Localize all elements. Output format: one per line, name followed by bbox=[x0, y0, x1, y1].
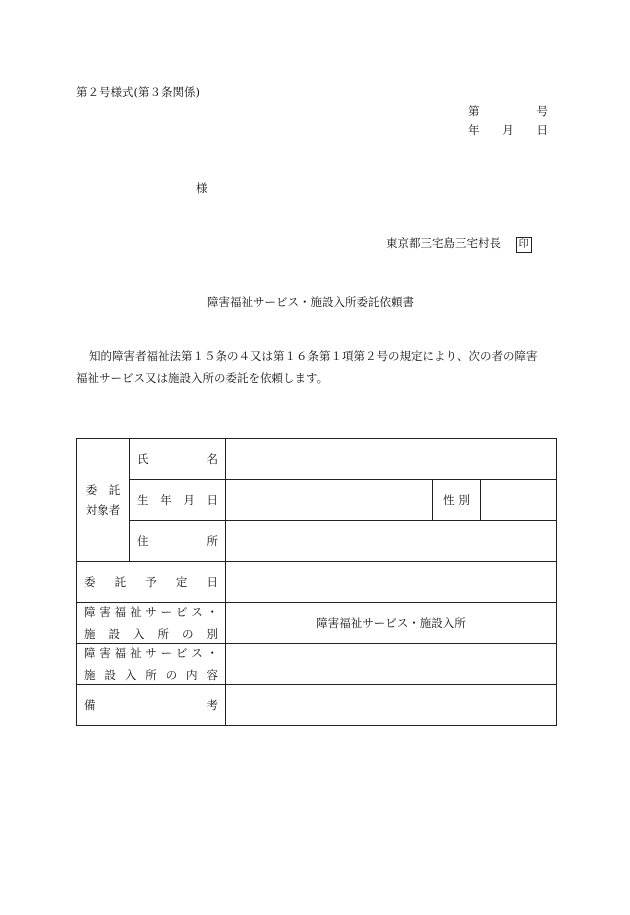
birthdate-label-char: 月 bbox=[183, 493, 195, 507]
planned-date-label bbox=[77, 562, 226, 603]
birthdate-label-char: 日 bbox=[206, 493, 218, 507]
remarks-label bbox=[77, 685, 226, 726]
service-content-label-char: サ bbox=[145, 646, 157, 660]
service-content-label-char: 障 bbox=[84, 646, 96, 660]
row-name bbox=[77, 439, 557, 480]
service-type-label-char: 入 bbox=[133, 627, 145, 641]
target-person-label-line-1: 委 託 bbox=[85, 483, 121, 497]
service-type-label-char: 障 bbox=[84, 605, 96, 619]
document-number-dai: 第 bbox=[468, 104, 480, 118]
sex-label: 性 別 bbox=[433, 480, 481, 521]
document-title: 障害福祉サービス・施設入所委託依頼書 bbox=[207, 295, 414, 309]
target-person-label bbox=[77, 439, 130, 562]
date-month: 月 bbox=[502, 123, 514, 137]
service-content-label-char: の bbox=[165, 668, 178, 682]
birthdate-label-char: 年 bbox=[160, 493, 172, 507]
sex-field[interactable] bbox=[481, 480, 557, 521]
service-content-label-char: 福 bbox=[114, 646, 127, 660]
address-field[interactable] bbox=[226, 521, 557, 562]
service-type-label-char: ・ bbox=[206, 605, 218, 619]
service-type-label-char: ー bbox=[160, 605, 173, 619]
body-text-line-2: 福祉サービス又は施設入所の委託を依頼します。 bbox=[76, 371, 329, 385]
service-type-label-char: 所 bbox=[157, 627, 169, 641]
service-content-label-char: 害 bbox=[99, 646, 111, 660]
remarks-field[interactable] bbox=[226, 685, 557, 726]
service-type-label-char: ビ bbox=[175, 605, 188, 619]
service-content-label-char: ビ bbox=[175, 646, 188, 660]
row-address bbox=[77, 521, 557, 562]
recipient-honorific: 様 bbox=[196, 181, 208, 195]
planned-date-field[interactable] bbox=[226, 562, 557, 603]
service-content-label-char: 容 bbox=[206, 668, 218, 682]
service-type-label-char: 設 bbox=[108, 627, 120, 641]
birthdate-label-char: 生 bbox=[137, 493, 149, 507]
remarks-label-char: 考 bbox=[206, 698, 218, 712]
service-content-label bbox=[77, 644, 226, 685]
form-number: 第２号様式(第３条関係) bbox=[76, 85, 200, 99]
service-type-label-char: 別 bbox=[206, 627, 218, 641]
target-person-label-line-2: 対象者 bbox=[85, 503, 121, 517]
address-label-char: 住 bbox=[137, 534, 149, 548]
request-form-table bbox=[76, 438, 557, 726]
service-content-label-char: ・ bbox=[206, 646, 218, 660]
date-year: 年 bbox=[468, 123, 480, 137]
service-type-label-char: 施 bbox=[84, 627, 96, 641]
planned-date-label-char: 定 bbox=[175, 575, 188, 589]
service-type-label-char: 害 bbox=[99, 605, 111, 619]
name-label bbox=[130, 439, 226, 480]
service-content-label-char: ー bbox=[160, 646, 173, 660]
service-content-label-char: 入 bbox=[124, 668, 137, 682]
service-content-label-char: ス bbox=[191, 646, 203, 660]
remarks-label-char: 備 bbox=[84, 698, 96, 712]
row-remarks bbox=[77, 685, 557, 726]
body-text-line-1: 知的障害者福祉法第１５条の４又は第１６条第１項第２号の規定により、次の者の障害 bbox=[89, 349, 538, 363]
planned-date-label-char: 予 bbox=[145, 575, 157, 589]
service-content-label-char: 内 bbox=[186, 668, 198, 682]
planned-date-label-char: 委 bbox=[84, 575, 96, 589]
date-day: 日 bbox=[536, 123, 548, 137]
service-content-label-char: 施 bbox=[84, 668, 96, 682]
service-type-label-char: ス bbox=[191, 605, 203, 619]
row-planned-date bbox=[77, 562, 557, 603]
issuer-name: 東京都三宅島三宅村長 bbox=[386, 236, 501, 250]
service-type-label-char: 祉 bbox=[129, 605, 142, 619]
planned-date-label-char: 日 bbox=[206, 575, 218, 589]
name-label-char: 名 bbox=[206, 452, 218, 466]
name-label-char: 氏 bbox=[137, 452, 149, 466]
service-type-label-char: サ bbox=[145, 605, 157, 619]
service-content-field[interactable] bbox=[226, 644, 557, 685]
row-service-type bbox=[77, 603, 557, 644]
service-content-label-char: 所 bbox=[145, 668, 157, 682]
address-label bbox=[130, 521, 226, 562]
document-date bbox=[468, 122, 548, 138]
document-number bbox=[468, 103, 548, 119]
service-type-label bbox=[77, 603, 226, 644]
planned-date-label-char: 託 bbox=[114, 575, 127, 589]
row-birthdate bbox=[77, 480, 557, 521]
service-type-value[interactable]: 障害福祉サービス・施設入所 bbox=[226, 603, 557, 644]
row-service-content bbox=[77, 644, 557, 685]
address-label-char: 所 bbox=[206, 534, 218, 548]
birthdate-field[interactable] bbox=[226, 480, 433, 521]
birthdate-label bbox=[130, 480, 226, 521]
service-type-label-char: の bbox=[182, 627, 194, 641]
service-content-label-char: 設 bbox=[104, 668, 116, 682]
document-number-go: 号 bbox=[536, 104, 548, 118]
name-field[interactable] bbox=[226, 439, 557, 480]
service-type-label-char: 福 bbox=[114, 605, 127, 619]
service-content-label-char: 祉 bbox=[129, 646, 142, 660]
issuer bbox=[386, 235, 532, 253]
seal-mark: 印 bbox=[516, 237, 532, 253]
